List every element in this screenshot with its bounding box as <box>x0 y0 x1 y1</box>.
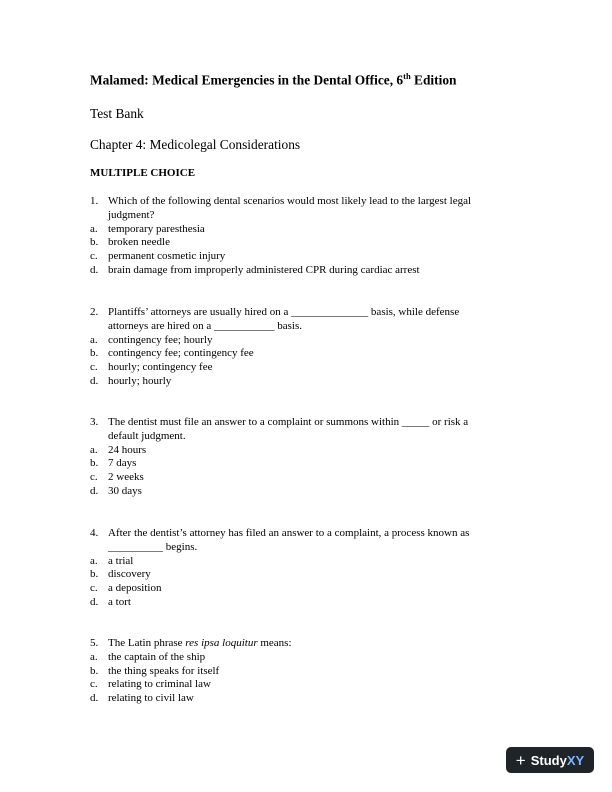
document-subtitle: Test Bank <box>90 106 144 121</box>
answer-option: c. a deposition <box>90 582 162 595</box>
studyxy-logo[interactable]: + Study XY <box>506 747 594 773</box>
question-5 <box>90 637 520 706</box>
answer-option: d. relating to civil law <box>90 692 194 705</box>
answer-option: b. discovery <box>90 568 151 581</box>
answer-option: a. 24 hours <box>90 443 147 456</box>
answer-option: c. permanent cosmetic injury <box>90 250 226 263</box>
answer-option: b. the thing speaks for itself <box>90 664 220 677</box>
question-number: 1. <box>90 195 99 207</box>
question-line: 1. Which of the following dental scenarios would most likely lead to the largest legal <box>90 195 472 207</box>
answer-option: a. the captain of the ship <box>90 650 206 663</box>
question-line: default judgment. <box>108 429 186 442</box>
answer-option: a. contingency fee; hourly <box>90 333 213 346</box>
answer-option: a. temporary paresthesia <box>90 222 205 235</box>
latin-phrase: res ipsa loquitur <box>185 637 258 649</box>
answer-option: b. contingency fee; contingency fee <box>90 347 254 360</box>
answer-option: d. brain damage from improperly administered CPR during cardiac arrest <box>90 263 420 276</box>
answer-option: b. broken needle <box>90 236 170 249</box>
answer-option: c. 2 weeks <box>90 471 144 484</box>
answer-option: c. hourly; contingency fee <box>90 361 213 374</box>
answer-option: d. 30 days <box>90 484 142 497</box>
answer-option: b. 7 days <box>90 457 137 470</box>
question-line: judgment? <box>108 208 155 221</box>
question-number: 2. <box>90 306 99 318</box>
question-3 <box>90 416 520 499</box>
question-number: 5. <box>90 637 99 649</box>
question-line: attorneys are hired on a ___________ basis. <box>108 319 302 332</box>
question-line: 4. After the dentist’s attorney has filed an answer to a complaint, a process known as <box>90 527 470 539</box>
question-number: 4. <box>90 527 99 539</box>
question-1 <box>90 195 520 278</box>
plus-icon: + <box>515 750 526 770</box>
question-line: 2. Plantiffs’ attorneys are usually hired on a ______________ basis, while defense <box>90 306 460 318</box>
question-line: 5. The Latin phrase res ipsa loquitur means: <box>90 637 292 649</box>
section-heading: MULTIPLE CHOICE <box>90 167 196 179</box>
answer-option: d. hourly; hourly <box>90 374 172 387</box>
question-line: 3. The dentist must file an answer to a complaint or summons within _____ or risk a <box>90 416 469 428</box>
question-4 <box>90 527 520 610</box>
question-2 <box>90 306 520 389</box>
question-number: 3. <box>90 416 99 428</box>
question-line: __________ begins. <box>108 540 198 553</box>
answer-option: a. a trial <box>90 554 134 567</box>
answer-option: c. relating to criminal law <box>90 678 211 691</box>
answer-option: d. a tort <box>90 595 131 608</box>
chapter-heading: Chapter 4: Medicolegal Considerations <box>90 137 301 152</box>
document-title: Malamed: Medical Emergencies in the Dental Office, 6th Edition <box>90 71 457 88</box>
